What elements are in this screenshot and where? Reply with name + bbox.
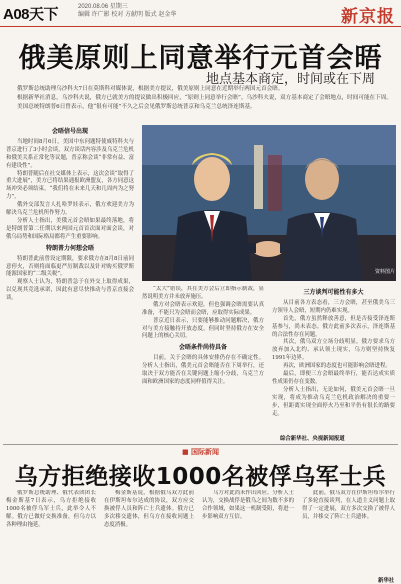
editor-credits: 编辑 许广影 校对 方献明 版式 赵金华 [78,12,177,18]
second-headline: 乌方拒绝接收1000名被俘乌军士兵 [14,464,387,490]
article-column-1 [6,125,134,437]
main-subhead: 地点基本商定，时间或在下周 [205,72,375,87]
second-byline: 新华社 [378,578,395,584]
body-paragraph: 俄外交部发言人扎哈罗娃表示，俄方欢迎美方为解决乌克兰危机所作努力。 [6,202,134,217]
body-paragraph: 梅金斯基说，根据俄乌双方此前在伊斯坦布尔达成的协议，双方应交换被俘人员和阵亡士兵遗体。俄方已多次移交遗体，但乌方在接收问题上态度消极。 [104,490,194,528]
section-heading: 特朗普力何想会晤 [45,244,94,252]
issue-meta [78,3,176,19]
body-paragraph: 从目前各方表态看，三方会晤，甚至俄美乌三方领导人会晤，短期内仍难实现。 [272,299,395,314]
second-column-2 [104,490,194,582]
body-paragraph: 再次，欧洲国家的态度也可能影响会晤进程。 [283,363,391,370]
news-photo [142,125,396,281]
lead-paragraphs [6,86,395,112]
photo-caption: 资料图片 [374,269,395,275]
body-paragraph: 此前，俄乌双方在伊斯坦布尔举行了多轮直接谈判，在人道主义问题上取得了一定进展，双方多次交换了被俘人员，并移交了阵亡士兵遗体。 [302,490,395,520]
section-heading: 会晤条件尚待具备 [178,344,227,352]
body-paragraph: 观察人士认为，特朗普急于在外交上取得成果，以兑现其竞选承诺，因此有意尽快推动与普京直接会谈。 [6,279,134,302]
lead-paragraph: 俄罗斯总统助理乌沙科夫7日在莫斯科对媒体说，根据美方提议，俄美原则上同意在近期举行两国元首会晤。 [17,86,284,92]
issue-date: 2020.08.06 星期三 [78,4,128,10]
body-paragraph: 俄方对会晤表示欢迎，但也强调会晤需要认真准备，不能只为会晤而会晤，应取得实际成果。 [142,301,264,316]
section-heading: 会晤信号出现 [51,128,88,135]
body-paragraph: 首先，俄方虽然释放善意，但是否接受泽连斯基参与，尚未表态。俄方此前多次表示，泽连斯基的合法性存在问题。 [272,315,395,338]
lead-paragraph: 根据新华社消息，乌沙科夫说，俄方已就美方的提议做出积极回应，“原则上同意举行会晤”。乌沙科夫说，双方基本商定了会晤地点，时间可能在下周。 [17,94,392,101]
body-paragraph: 特朗普此前曾设定期限，要求俄方在8月8日前同意停火，否则将面临更严厉制裁以及针对购买俄罗斯能源国家的“二级关税”。 [6,255,134,278]
body-paragraph: 分析人士指出，无论如何，俄美元首会晤一旦实现，将成为推动乌克兰危机政治解决的重要一步，但距离实现全面停火乃至和平仍有很长的路要走。 [272,386,395,417]
section-heading: 三方谈判可能性有多大 [303,289,364,296]
second-column-4 [302,490,395,576]
second-kicker: ■ 国际新闻 [181,448,220,456]
second-column-3 [202,490,294,582]
body-paragraph: 目前，关于会晤的具体安排仍存在不确定性。分析人士指出，俄美元首会晤能否在下周举行，还取决于双方能否在关键问题上缩小分歧，乌克兰方面和欧洲国家的态度同样值得关注。 [142,355,264,385]
second-column-1 [6,490,96,582]
photo-illustration [142,125,396,281]
body-paragraph: “太大”错误，其在美方会后立即指示制裁，显然说明美方并未放弃施压。 [142,286,264,300]
body-paragraph: 其次，俄乌双方立场分歧明显。俄方要求乌方放弃加入北约、承认领土现实，乌方则坚持恢复1991年边界。 [272,339,395,362]
main-headline: 俄美原则上同意举行元首会晤 [18,43,383,74]
page-section-label: A08天下 [3,6,59,23]
body-paragraph: 普京近日表示，只要能够推动问题解决，俄方对与美方接触持开放态度，但同时坚持俄方在安全问题上的核心关切。 [142,317,264,340]
article-column-2 [142,286,264,438]
body-paragraph: 特朗普随后在社交媒体上表示，这次会谈“取得了重大进展”，美方已将结果通报欧洲盟友，各方同意这场冲突必须结束，“我们将在未来几天和几周内为之努力”。 [6,170,134,201]
body-paragraph: 当地时间8月6日，美国中东问题特使威特科夫与普京进行了3小时会谈，双方谈话内容涉及乌克兰危机和俄美关系正常化等议题，普京称会谈“非常有益、富有建设性”。 [6,138,134,169]
sidebar-column [272,286,395,432]
body-paragraph: 最后，即便三方会晤最终举行，能否达成实质性成果仍存在变数。 [272,371,395,385]
section-divider [3,444,398,445]
body-paragraph: 俄罗斯总统助理、俄代表团团长梅金斯基7日表示，乌方拒绝接收1000名被俘乌军士兵，此举令人不解。俄方已做好交换准备，但乌方以各种理由拖延。 [6,490,96,528]
page-header [0,0,401,27]
lead-paragraph: 美国总统特朗普6日曾表示，他“很有可能”不久之后会见俄罗斯总统普京和乌克兰总统泽连斯基。 [17,103,256,110]
body-paragraph: 乌方对此尚未作出回应。分析人士认为，交换战俘是俄乌之间为数不多的合作领域，如果这一机制受阻，将进一步影响双方互信。 [202,490,294,520]
newspaper-logo: 新京报 [341,7,395,27]
body-paragraph: 分析人士指出，美俄元首会晤如果最终落地，将是特朗普第二任期以来两国元首首次面对面会谈，对俄乌局势和国际格局都将产生重要影响。 [6,217,134,240]
main-byline: 综合新华社、央视新闻报道 [280,436,345,442]
